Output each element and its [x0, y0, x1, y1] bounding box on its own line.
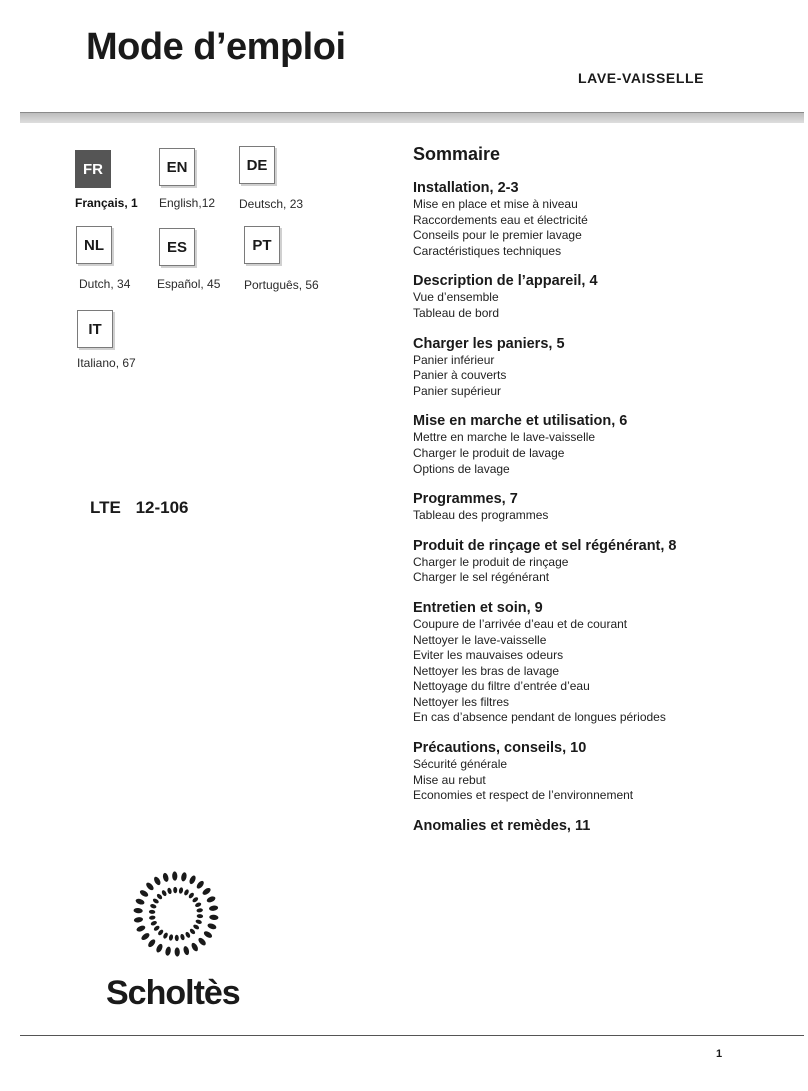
toc-item[interactable]: Eviter les mauvaises odeurs	[413, 648, 564, 663]
logo-petal	[195, 919, 202, 925]
logo-petal	[185, 931, 192, 939]
toc-section-rincage	[413, 537, 793, 586]
logo-petal	[156, 893, 163, 900]
language-box-de[interactable]: DE	[239, 146, 275, 184]
logo-petal	[201, 887, 211, 897]
toc-item[interactable]: Conseils pour le premier lavage	[413, 228, 582, 243]
toc-item[interactable]: Tableau de bord	[413, 305, 500, 320]
brand-logo	[104, 854, 254, 1012]
footer-divider	[20, 1035, 804, 1036]
logo-petal	[136, 924, 146, 932]
header-divider	[20, 112, 804, 123]
toc-item[interactable]: Nettoyer le lave-vaisselle	[413, 632, 547, 647]
toc-item[interactable]: Charger le sel régénérant	[413, 570, 550, 585]
logo-petal	[165, 946, 172, 956]
language-box-fr[interactable]: FR	[75, 150, 111, 188]
toc-section-entretien	[413, 599, 793, 726]
language-box-es[interactable]: ES	[159, 228, 195, 266]
toc-heading[interactable]: Anomalies et remèdes, 11	[413, 817, 591, 834]
toc-section-description	[413, 272, 793, 321]
toc-item[interactable]: Mise en place et mise à niveau	[413, 197, 578, 211]
logo-petal	[140, 932, 150, 942]
logo-petal	[162, 932, 168, 940]
logo-petal	[161, 889, 168, 897]
document-subtitle: LAVE-VAISSELLE	[578, 70, 705, 86]
language-label-it[interactable]: Italiano, 67	[77, 356, 136, 370]
toc-section-anomalies	[413, 817, 793, 835]
logo-petal	[174, 947, 179, 956]
logo-petal	[173, 887, 177, 894]
language-label-de[interactable]: Deutsch, 23	[239, 197, 304, 211]
logo-petal	[135, 898, 145, 906]
toc-item[interactable]: Tableau des programmes	[413, 508, 549, 523]
logo-petal	[178, 887, 183, 894]
page-title: Mode d’emploi	[86, 26, 346, 68]
logo-petal	[206, 895, 216, 903]
logo-petal	[197, 936, 207, 946]
toc-heading[interactable]: Produit de rinçage et sel régénérant, 8	[413, 537, 677, 554]
model-number: LTE 12-106	[90, 498, 189, 517]
toc-item[interactable]: Options de lavage	[413, 461, 510, 476]
logo-petal	[134, 917, 144, 924]
toc-item[interactable]: Panier à couverts	[413, 368, 507, 383]
logo-petal	[180, 933, 186, 940]
toc-section-precautions	[413, 739, 793, 804]
language-box-en[interactable]: EN	[159, 148, 195, 186]
toc-section-paniers	[413, 335, 793, 400]
logo-petal	[153, 925, 161, 932]
logo-petal	[153, 876, 162, 887]
logo-petal	[195, 880, 205, 890]
logo-petal	[203, 930, 214, 939]
logo-petal	[145, 881, 155, 891]
logo-petal	[197, 914, 204, 919]
logo-petal	[155, 943, 164, 954]
language-label-es[interactable]: Español, 45	[157, 277, 221, 291]
toc-item[interactable]: Charger le produit de rinçage	[413, 554, 569, 569]
logo-petal	[133, 908, 143, 914]
toc-item[interactable]: Caractéristiques techniques	[413, 243, 562, 258]
logo-petal	[167, 887, 173, 894]
language-box-it[interactable]: IT	[77, 310, 113, 348]
toc-item[interactable]: Mettre en marche le lave-vaisselle	[413, 430, 596, 445]
logo-petal	[162, 872, 169, 882]
toc-title: Sommaire	[413, 144, 501, 164]
brand-wordmark: Scholtès	[106, 974, 240, 1012]
language-box-nl[interactable]: NL	[76, 226, 112, 264]
toc-item[interactable]: En cas d’absence pendant de longues périodes	[413, 710, 666, 725]
logo-petal	[149, 915, 156, 920]
toc-item[interactable]: Coupure de l’arrivée d’eau et de courant	[413, 616, 628, 631]
language-label-nl[interactable]: Dutch, 34	[79, 277, 131, 291]
logo-petal	[180, 872, 187, 882]
logo-petal	[168, 934, 173, 941]
logo-petal	[189, 928, 196, 935]
page-number: 1	[716, 1048, 723, 1060]
logo-petal	[175, 935, 179, 942]
toc-heading[interactable]: Mise en marche et utilisation, 6	[413, 413, 628, 430]
logo-petal	[150, 903, 157, 909]
logo-petal	[207, 922, 217, 930]
toc-heading[interactable]: Description de l’appareil, 4	[413, 273, 598, 290]
toc-section-installation	[413, 179, 793, 259]
logo-petal	[190, 942, 199, 953]
logo-petal	[209, 914, 219, 920]
sunburst-logo-icon	[104, 854, 254, 1012]
toc-item[interactable]: Raccordements eau et électricité	[413, 212, 588, 227]
logo-petal	[139, 889, 150, 898]
toc-section-mise-en-marche	[413, 412, 793, 477]
toc-item[interactable]: Mise au rebut	[413, 772, 486, 787]
toc-heading[interactable]: Programmes, 7	[413, 491, 518, 508]
toc-heading[interactable]: Charger les paniers, 5	[413, 335, 565, 352]
toc-item[interactable]: Sécurité générale	[413, 757, 508, 772]
toc-heading[interactable]: Précautions, conseils, 10	[413, 740, 587, 757]
logo-petal	[183, 889, 189, 897]
toc-item[interactable]: Vue d’ensemble	[413, 290, 499, 305]
logo-petal	[147, 938, 157, 948]
toc-item[interactable]: Economies et respect de l’environnement	[413, 788, 634, 803]
toc-item[interactable]: Nettoyer les bras de lavage	[413, 663, 560, 678]
logo-petal	[150, 920, 157, 926]
logo-petal	[172, 871, 177, 880]
logo-petal	[196, 908, 203, 913]
toc-section-programmes	[413, 490, 793, 524]
toc-heading[interactable]: Entretien et soin, 9	[413, 599, 543, 616]
toc-item[interactable]: Panier supérieur	[413, 383, 502, 398]
logo-petal	[192, 896, 200, 903]
table-of-contents	[413, 144, 793, 848]
toc-item[interactable]: Nettoyer les filtres	[413, 694, 510, 709]
language-label-en[interactable]: English,12	[159, 196, 216, 210]
logo-petal	[188, 892, 195, 899]
language-box-pt[interactable]: PT	[244, 226, 280, 264]
logo-petal	[152, 898, 160, 905]
toc-item[interactable]: Panier inférieur	[413, 352, 495, 367]
toc-item[interactable]: Nettoyage du filtre d’entrée d’eau	[413, 679, 590, 694]
logo-petal	[192, 924, 200, 931]
toc-heading[interactable]: Installation, 2-3	[413, 180, 519, 196]
language-label-fr[interactable]: Français, 1	[75, 196, 138, 210]
logo-petal	[157, 929, 164, 936]
language-label-pt[interactable]: Português, 56	[244, 278, 319, 292]
logo-petal	[188, 875, 197, 886]
logo-petal	[183, 945, 190, 955]
logo-petal	[149, 910, 156, 915]
logo-petal	[194, 902, 201, 908]
toc-item[interactable]: Charger le produit de lavage	[413, 445, 565, 460]
logo-petal	[209, 905, 219, 912]
